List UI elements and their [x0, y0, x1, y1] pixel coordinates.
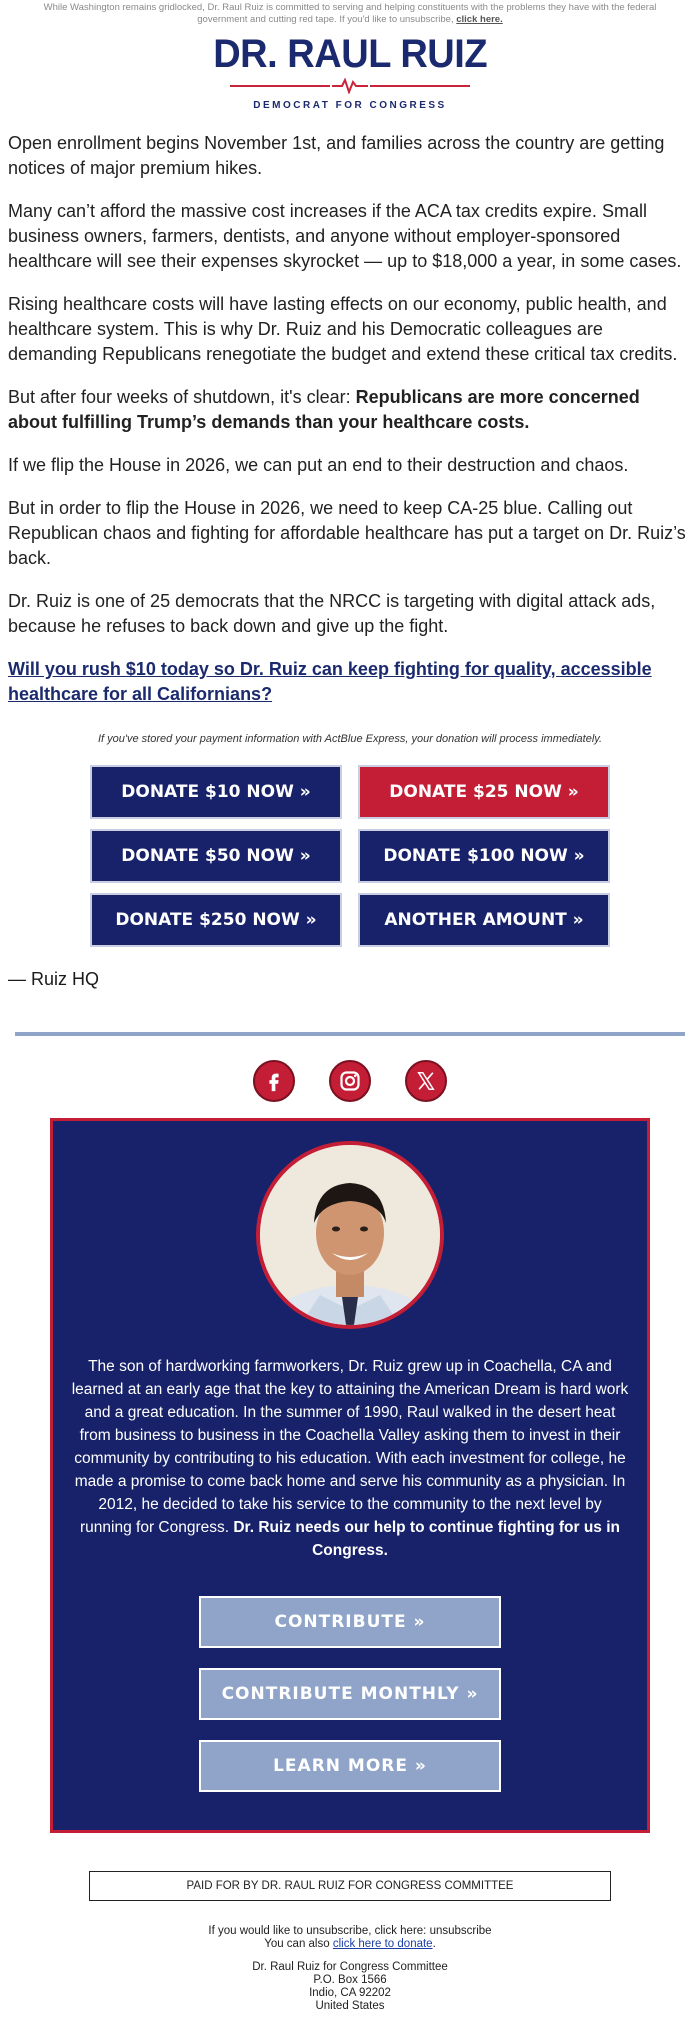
logo-name: DR. RAUL RUIZ — [213, 32, 487, 76]
instagram-icon[interactable] — [329, 1060, 371, 1102]
paragraph: Open enrollment begins November 1st, and families across the country are getting notices of major premium hikes. — [8, 133, 665, 178]
paragraph-shutdown — [8, 385, 692, 435]
paragraph: Many can’t afford the massive cost increases if the ACA tax credits expire. Small business owners, farmers, dentists, and anyone without employer-sponsored healthcare will see their expenses skyrocket — up to $18,000 a year, in some cases. — [8, 201, 682, 271]
donate-other-amount-button[interactable]: ANOTHER AMOUNT » — [358, 893, 610, 947]
paid-for-disclaimer: PAID FOR BY DR. RAUL RUIZ FOR CONGRESS COMMITTEE — [89, 1871, 611, 1901]
donate-250-button[interactable]: DONATE $250 NOW » — [90, 893, 342, 947]
email-body — [0, 131, 700, 639]
logo — [0, 34, 700, 111]
facebook-icon[interactable] — [253, 1060, 295, 1102]
bio-buttons — [53, 1596, 647, 1792]
logo-tagline: DEMOCRAT FOR CONGRESS — [253, 100, 447, 111]
donate-cta-link[interactable]: Will you rush $10 today so Dr. Ruiz can keep fighting for quality, accessible healthcare for all Californians? — [8, 659, 652, 704]
preheader-unsubscribe-link[interactable]: click here. — [456, 14, 503, 25]
paragraph: Dr. Ruiz is one of 25 democrats that the NRCC is targeting with digital attack ads, because he refuses to back down and give up the fight. — [8, 591, 656, 636]
bio-card — [50, 1118, 650, 1833]
donate-25-button[interactable]: DONATE $25 NOW » — [358, 765, 610, 819]
heartbeat-icon — [332, 78, 368, 94]
divider — [15, 1032, 685, 1036]
address-line: Indio, CA 92202 — [309, 1987, 391, 1999]
shutdown-bold: Republicans are more concerned about fulfilling Trump’s demands than your healthcare costs. — [8, 387, 640, 432]
x-icon[interactable] — [405, 1060, 447, 1102]
unsubscribe-text[interactable]: If you would like to unsubscribe, click here: unsubscribe — [208, 1925, 492, 1937]
bio-text — [53, 1355, 647, 1562]
address-line: Dr. Raul Ruiz for Congress Committee — [252, 1961, 448, 1973]
footer — [0, 1925, 700, 2013]
footer-donate-link[interactable]: click here to donate — [332, 1938, 433, 1950]
portrait-photo — [256, 1141, 444, 1329]
shutdown-lead: But after four weeks of shutdown, it's clear: — [8, 387, 356, 407]
address-line: P.O. Box 1566 — [313, 1974, 387, 1986]
paragraph: If we flip the House in 2026, we can put an end to their destruction and chaos. — [8, 455, 629, 475]
bio-paragraph: The son of hardworking farmworkers, Dr. Ruiz grew up in Coachella, CA and learned at an early age that the key to attaining the American Dream is hard work and a great education. In the summer of 1990, Raul walked in the desert heat from business to business in the Coachella Valley asking them to invest in their community by contributing to his education. With each investment for college, he made a promise to come back home and serve his community as a physician. In 2012, he decided to take his service to the community to the next level by running for Congress. — [71, 1358, 629, 1536]
social-links — [0, 1060, 700, 1102]
address-line: United States — [315, 2000, 385, 2012]
donate-button-grid — [90, 765, 610, 947]
donate-100-button[interactable]: DONATE $100 NOW » — [358, 829, 610, 883]
contribute-monthly-button[interactable]: CONTRIBUTE MONTHLY » — [199, 1668, 501, 1720]
donate-50-button[interactable]: DONATE $50 NOW » — [90, 829, 342, 883]
donate-10-button[interactable]: DONATE $10 NOW » — [90, 765, 342, 819]
donate-lead: You can also — [264, 1938, 333, 1950]
paragraph: But in order to flip the House in 2026, we need to keep CA-25 blue. Calling out Republican chaos and fighting for affordable healthcare has put a target on Dr. Ruiz’s back. — [8, 498, 686, 568]
logo-heartbeat-line — [230, 78, 470, 94]
donate-tail: . — [432, 1938, 436, 1950]
signoff: — Ruiz HQ — [8, 969, 100, 989]
bio-bold: Dr. Ruiz needs our help to continue fighting for us in Congress. — [233, 1519, 620, 1559]
learn-more-button[interactable]: LEARN MORE » — [199, 1740, 501, 1792]
paragraph: Rising healthcare costs will have lasting effects on our economy, public health, and healthcare system. This is why Dr. Ruiz and his Democratic colleagues are demanding Republicans renegotiate the budget and extend these critical tax credits. — [8, 294, 678, 364]
contribute-button[interactable]: CONTRIBUTE » — [199, 1596, 501, 1648]
actblue-express-note: If you've stored your payment information with ActBlue Express, your donation will process immediately. — [97, 733, 603, 745]
mailing-address — [0, 1961, 700, 2013]
preheader-text: While Washington remains gridlocked, Dr. Raul Ruiz is committed to serving and helping constituents with the problems they have with the federal government and cutting red tape. If you'd like to unsubscribe, — [43, 2, 657, 25]
donate-line — [0, 1938, 700, 1951]
preheader — [0, 0, 700, 26]
